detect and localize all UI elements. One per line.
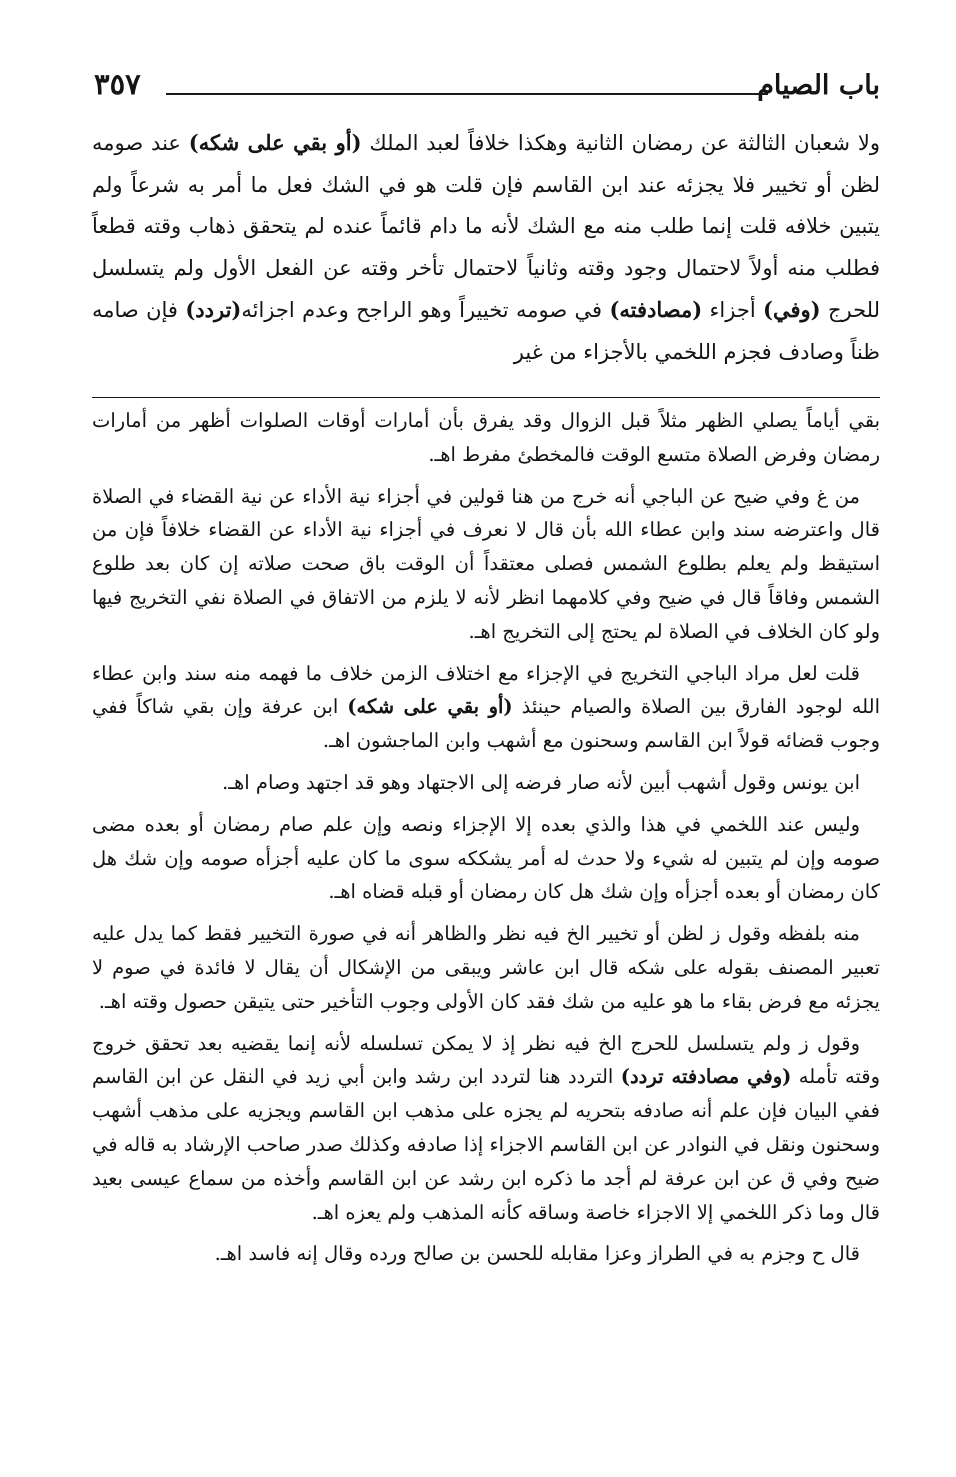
main-text [92,122,880,373]
book-page [92,60,880,1279]
note-paragraph: منه بلفظه وقول ز لظن أو تخيير الخ فيه نظر والظاهر أنه في صورة التخيير فقط كما يدل عليه تعبير المصنف بقوله على شكه قال ابن عاشر ويبقى من الإشكال أن يقال لا فائدة في صوم لا يجزئه مع فرض بقاء ما هو عليه من شك فقد كان الأولى وجوب التأخير حتى يتيقن حصول وقته اهـ. [92,922,880,1013]
note-paragraph [92,657,880,758]
note-paragraph: بقي أياماً يصلي الظهر مثلاً قبل الزوال وقد يفرق بأن أمارات أوقات الصلوات أظهر من أمارات رمضان وفرض الصلاة متسع الوقت فالمخطئ مفرط اهـ. [92,409,880,466]
footnote-separator [92,397,880,398]
main-paragraph [92,122,880,373]
commentary-notes [92,404,880,1271]
bold-matn-phrase: (تردد) [185,297,242,322]
header-rule [166,93,768,95]
bold-matn-phrase: (أو بقي على شكه) [188,130,362,155]
page-number: ٣٥٧ [94,67,141,101]
bold-matn-phrase: (مصادفته) [609,297,703,322]
note-paragraph: وليس عند اللخمي في هذا والذي بعده إلا الإجزاء ونصه وإن علم صام رمضان أو بعده مضى صومه وإن لم يتبين له شيء ولا حدث له أمر يشككه سوى ما كان عليه أجزأه صومه وإن شك هل كان رمضان أو بعده أجزأه وإن شك هل كان رمضان أو قبله قضاه اهـ. [92,812,880,904]
note-paragraph: ابن يونس وقول أشهب أبين لأنه صار فرضه إلى الاجتهاد وهو قد اجتهد وصام اهـ. [222,770,860,794]
main-segment: عند صومه لظن أو تخيير فلا يجزئه عند ابن القاسم فإن قلت هو في الشك فعل ما أمر به شرعاً ولم يتبين خلافه قلت إنما طلب منه مع الشك لأنه ما دام قائماً عنده لم يتحقق ذهاب وقته قطعاً فطلب منه أولاً لاحتمال وجود وقته وثانياً لاحتمال تأخر وقته عن الفعل الأول ولم يتسلسل للحرج [92,131,881,322]
note-paragraph: من غ وفي ضيح عن الباجي أنه خرج من هنا قولين في أجزاء نية الأداء عن نية القضاء في الصلاة قال واعترضه سند وابن عطاء الله بأن قال لا نعرف في أجزاء نية الأداء عن القضاء خلافاً فإن من استيقظ ولم يعلم بطلوع الشمس فصلى معتقداً أن الوقت باق صحت صلاته إن كان بعد طلوع الشمس وفاقاً قال في ضيح وفي كلامهما انظر لأنه لا يلزم من الاتفاق في الصلاة نفي التخريج فيها ولو كان الخلاف في الصلاة لم يحتج إلى التخريج اهـ. [92,484,880,643]
bold-matn-phrase: (وفي مصادفته تردد) [620,1065,792,1089]
note-segment: التردد هنا لتردد ابن رشد وابن أبي زيد في النقل عن ابن القاسم ففي البيان فإن علم أنه صادفه بتحريه لم يجزه على مذهب ابن القاسم ويجزيه على مذهب أشهب وسحنون ونقل في النوادر عن ابن القاسم الاجزاء إذا صادفه وكذلك صدر صاحب الإرشاد به قاله في ضيح وفي ق عن ابن عرفة لم أجد ما ذكره ابن رشد عن ابن القاسم وأخذه من سماع عيسى بعيد قال وما ذكر اللخمي إلا الاجزاء خاصة وساقه كأنه المذهب ولم يعزه اهـ. [91,1065,880,1224]
note-paragraph [92,1027,880,1230]
note-paragraph: قال ح وجزم به في الطراز وعزا مقابله للحسن بن صالح ورده وقال إنه فاسد اهـ. [214,1242,860,1266]
main-segment: في صومه تخييراً وهو الراجح وعدم اجزائه [241,298,610,322]
note-segment: وقول ز ولم يتسلسل للحرج الخ فيه نظر إذ لا يمكن تسلسله لأنه إنما يقضيه بعد تحقق خروج وقته تأمله [92,1031,881,1089]
main-segment: أجزاء [702,298,764,322]
note-segment: ابن عرفة وإن بقي شاكاً ففي وجوب قضائه قولاً ابن القاسم وسحنون مع أشهب وابن الماجشون اهـ. [92,695,880,753]
main-segment: فإن صامه ظناً وصادف فجزم اللخمي بالأجزاء من غير [92,298,880,364]
bold-matn-phrase: (أو بقي على شكه) [347,695,513,719]
running-title: باب الصيام [757,70,880,101]
bold-matn-phrase: (وفي) [763,297,821,322]
note-segment: قلت لعل مراد الباجي التخريج في الإجزاء مع اختلاف الزمن خلاف ما فهمه منه سند وابن عطاء الله لوجود الفارق بين الصلاة والصيام حينئذ [92,661,880,719]
main-segment: ولا شعبان الثالثة عن رمضان الثانية وهكذا خلافاً لعبد الملك [361,131,880,155]
page-header [92,60,880,110]
